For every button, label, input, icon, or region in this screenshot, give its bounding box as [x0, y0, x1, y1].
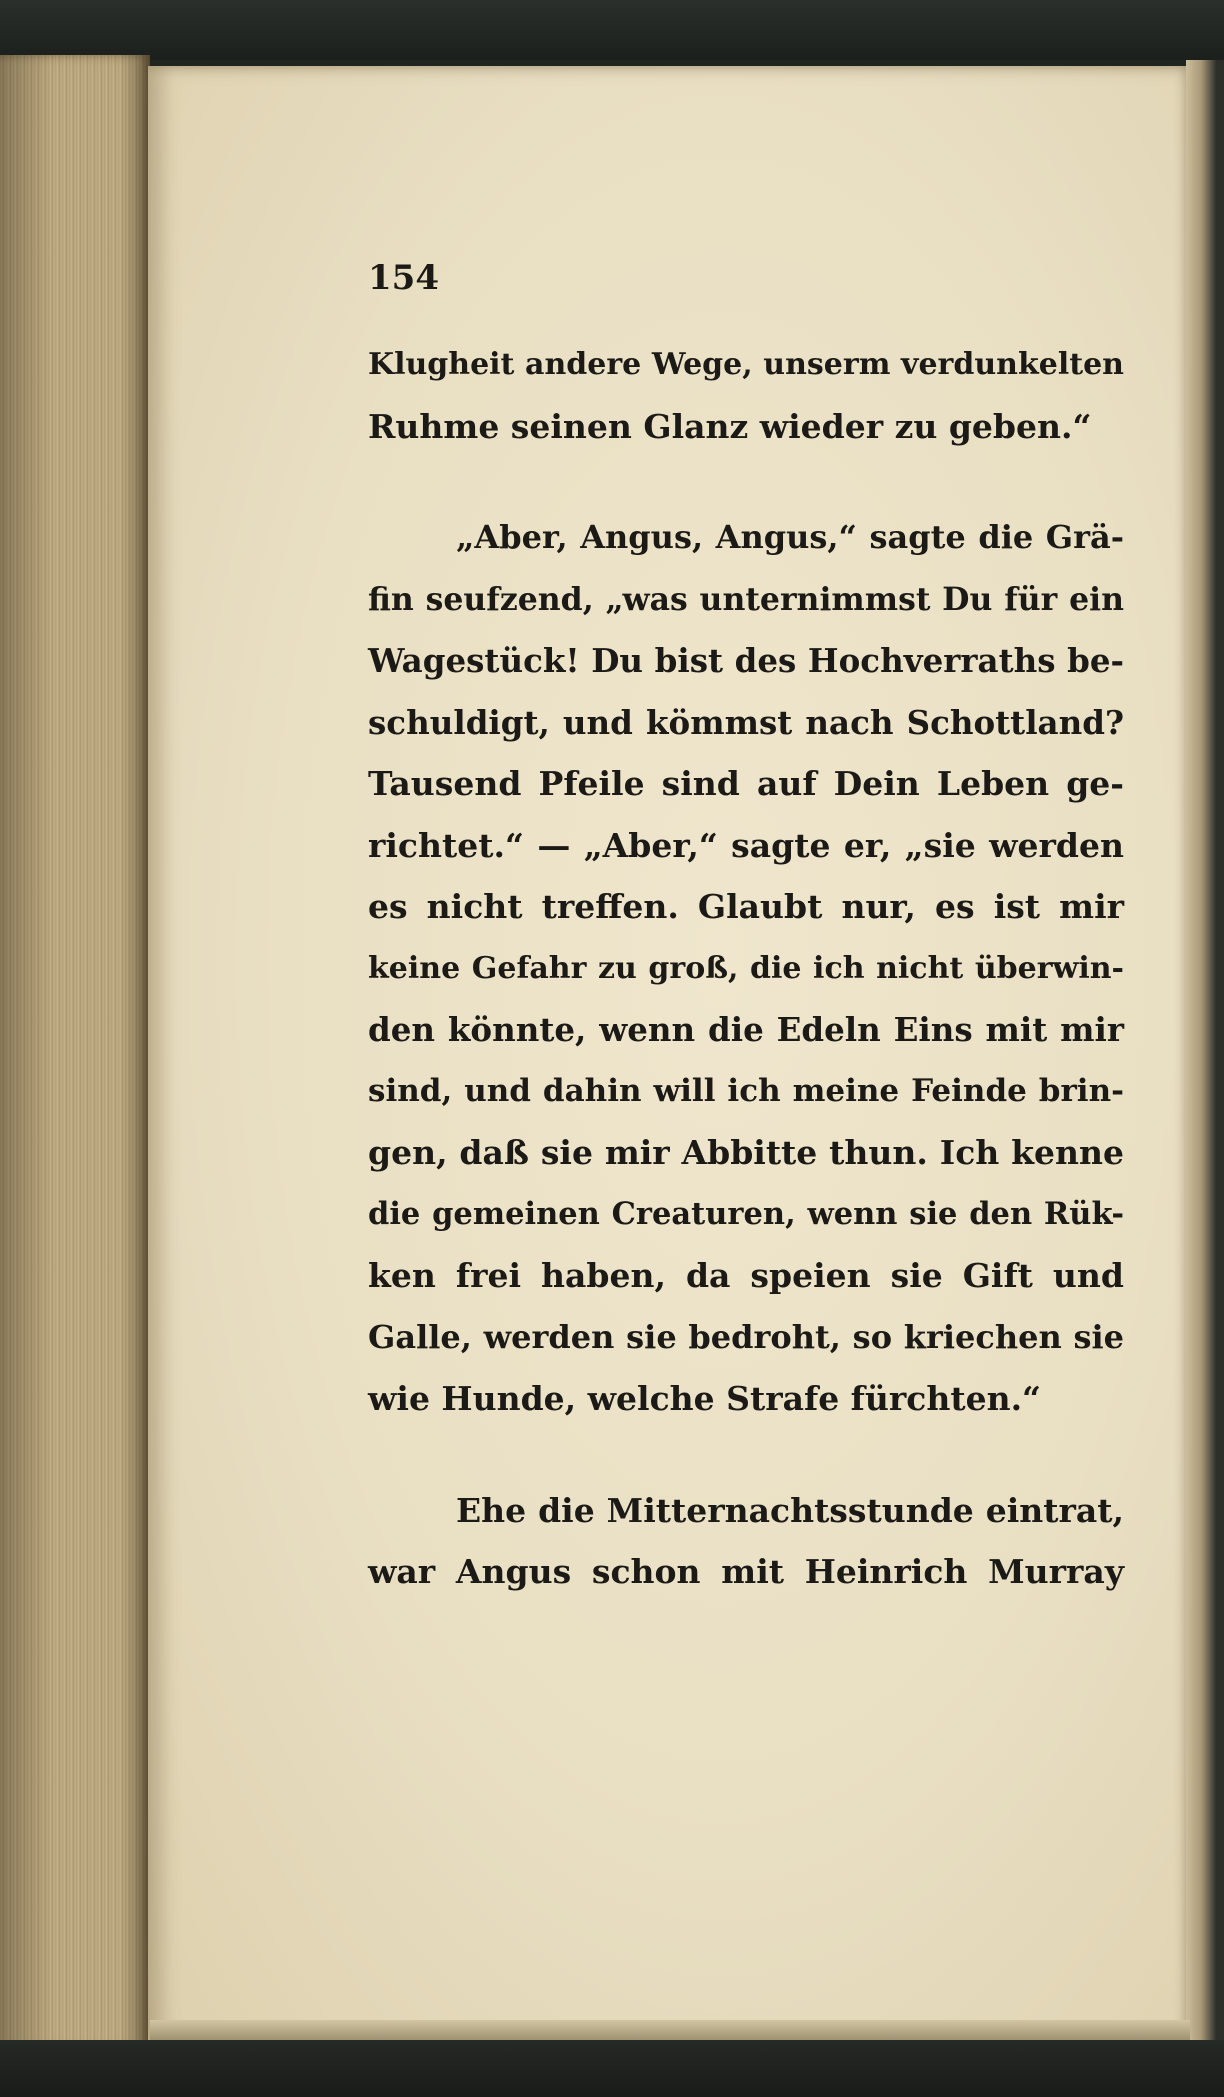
- text-line: die gemeinen Creaturen, wenn sie den Rük-: [368, 1195, 1124, 1232]
- paragraph: [368, 334, 1124, 457]
- text-line: fin seufzend, „was unternimmst Du für ein: [368, 580, 1124, 618]
- text-line: schuldigt, und kömmst nach Schottland?: [368, 702, 1124, 742]
- paragraph: [368, 1480, 1124, 1603]
- paragraph: [368, 507, 1124, 1430]
- text-line: Klugheit andere Wege, unserm verdunkelten: [368, 347, 1124, 382]
- text-line: wie Hunde, welche Strafe fürchten.“: [368, 1379, 1042, 1418]
- book-cover-right: [1186, 60, 1224, 2050]
- text-line: richtet.“ — „Aber,“ sagte er, „sie werden: [368, 825, 1124, 865]
- text-line: Galle, werden sie bedroht, so kriechen sie: [368, 1317, 1124, 1356]
- page-stack-edges: [0, 55, 150, 2050]
- book-cover-bottom: [0, 2040, 1224, 2097]
- text-line: gen, daß sie mir Abbitte thun. Ich kenne: [368, 1133, 1124, 1172]
- text-line: „Aber, Angus, Angus,“ sagte die Grä-: [456, 518, 1124, 556]
- text-line: Tausend Pfeile sind auf Dein Leben ge-: [368, 764, 1124, 803]
- body-text: [368, 334, 1124, 1603]
- text-line: keine Gefahr zu groß, die ich nicht überwin-: [368, 950, 1124, 986]
- text-line: ken frei haben, da speien sie Gift und: [368, 1256, 1124, 1295]
- text-line: Ehe die Mitternachtsstunde eintrat,: [456, 1490, 1124, 1530]
- text-line: Ruhme seinen Glanz wieder zu geben.“: [368, 406, 1092, 446]
- text-line: den könnte, wenn die Edeln Eins mit mir: [368, 1010, 1124, 1049]
- text-line: es nicht treffen. Glaubt nur, es ist mir: [368, 887, 1124, 926]
- text-line: Wagestück! Du bist des Hochverraths be-: [368, 641, 1124, 680]
- text-line: sind, und dahin will ich meine Feinde brin-: [368, 1072, 1124, 1109]
- book-cover-top: [0, 0, 1224, 60]
- text-line: war Angus schon mit Heinrich Murray: [368, 1552, 1124, 1591]
- page-number: 154: [368, 258, 439, 298]
